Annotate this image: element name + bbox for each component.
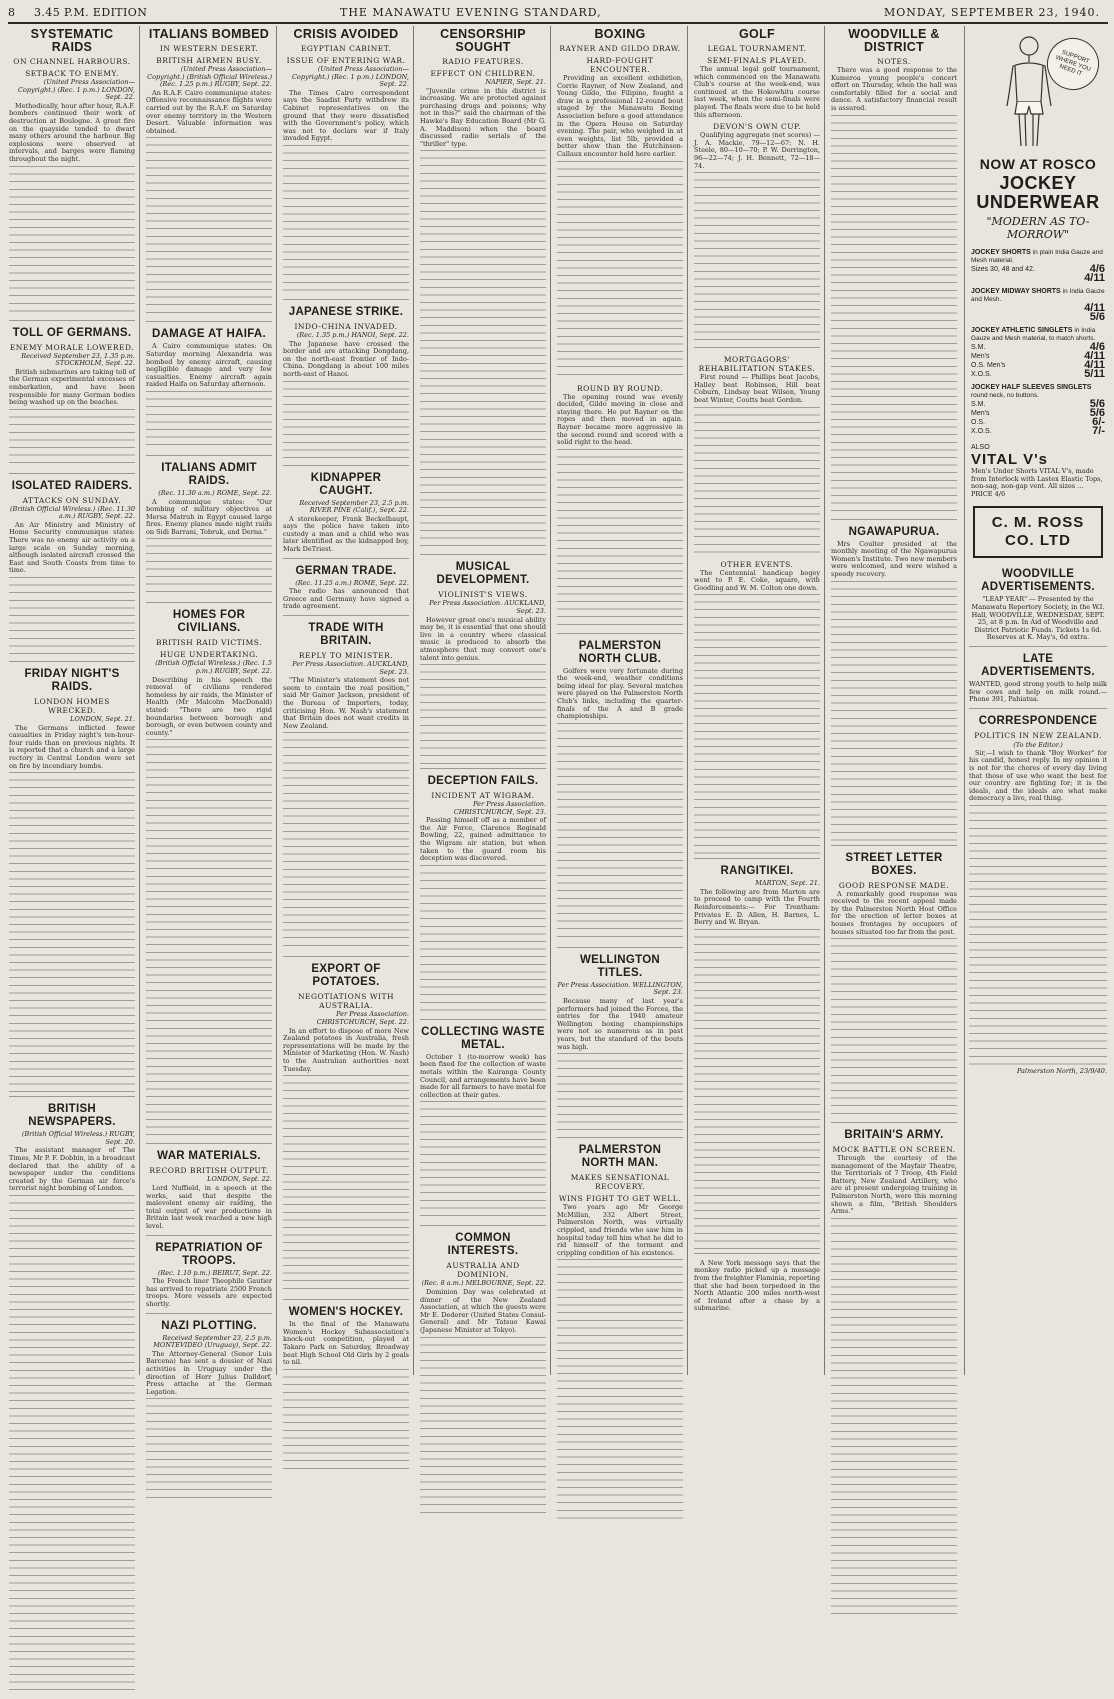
- also-label: ALSO: [971, 444, 990, 451]
- ad-brand: JOCKEY UNDERWEAR: [976, 173, 1100, 212]
- article-body: Because many of last year's performers had joined the Forces, the entries for the 1940 amateur Wellington boxing championships were not so numerous as in past years, but the standard of the bouts was high.: [557, 997, 683, 1051]
- dateline: (British Official Wireless.) RUGBY, Sept. 20.: [21, 1130, 135, 1146]
- advert-body: WANTED, good strong youth to help milk few cows and help on milk round.—Phone 391, Pahiatua.: [969, 679, 1107, 704]
- product-name: JOCKEY ATHLETIC SINGLETS: [971, 327, 1073, 334]
- article-body: The following are from Marton are to proceed to camp with the Fourth Reinforcements:— For Trentham: Privates E. D. Allen, H. Barnes, L. Berry and W. Bryan.: [694, 887, 820, 927]
- dateline: (Rec. 1.10 p.m.) BEIRUT, Sept. 22.: [157, 1268, 272, 1277]
- product-jockey-shorts: [971, 249, 1105, 265]
- size-label: S.M.: [971, 401, 986, 408]
- price-row: [971, 400, 1105, 409]
- text-lines: [969, 805, 1107, 1065]
- headline: FRIDAY NIGHT'S RAIDS.: [24, 668, 120, 694]
- article-body: A Cairo communique states: On Saturday morning Alexandria was bombed by enemy aircraft, causing negligible damage and very few casualties. Enemy aircraft again raided Haifa on Saturday afternoon.: [146, 342, 272, 389]
- article-body: The radio has announced that Greece and Germany have signed a trade agreement.: [283, 587, 409, 611]
- headline: COMMON INTERESTS.: [447, 1232, 519, 1258]
- article-palmerston-north-man: [557, 1144, 683, 1523]
- support-badge: SUPPORT WHERE YOU NEED IT: [1040, 31, 1107, 98]
- subheading: HUGE UNDERTAKING.: [159, 650, 259, 660]
- product-name: JOCKEY HALF SLEEVES SINGLETS: [971, 384, 1092, 391]
- product-price: 4/6: [1089, 263, 1105, 275]
- headline: REPATRIATION OF TROOPS.: [155, 1241, 263, 1267]
- dateline: NAPIER, Sept. 21.: [485, 78, 546, 86]
- dateline: Per Press Association. AUCKLAND, Sept. 23.: [292, 660, 409, 676]
- article-body: An R.A.F. Cairo communique states: Offensive reconnaissance flights were carried out by the R.A.F. on Saturday over enemy territory in the Western Desert. Valuable information was obtained.: [146, 88, 272, 135]
- subheading: ROUND BY ROUND.: [576, 383, 664, 393]
- subheading: INDO-CHINA INVADED.: [294, 321, 398, 331]
- headline: EXPORT OF POTATOES.: [311, 963, 381, 989]
- price-row: [971, 313, 1105, 322]
- text-lines: [146, 391, 272, 451]
- text-lines: [831, 1218, 957, 1618]
- article-nazi-plotting: [146, 1320, 272, 1503]
- article-toll-of-germans: [9, 327, 135, 474]
- article-body: However great one's musical ability may be, it is essential that one should live in a country where classical music is produced to absorb the atmosphere that may convert one's talent into genius.: [420, 615, 546, 662]
- headline: CRISIS AVOIDED: [293, 27, 399, 41]
- headline: MUSICAL DEVELOPMENT.: [436, 561, 530, 587]
- subheading: GOOD RESPONSE MADE.: [838, 880, 950, 890]
- text-lines: [831, 938, 957, 1118]
- article-body: A remarkably good response was received to the recent appeal made by the Palmerston North Host Office for the erection of letter boxes at houses frontages by occupiers of houses situated too far from the post.: [831, 889, 957, 936]
- article-body: The Centennial handicap bogey went to P. E. Coke, square, with Goodling and W. M. Colton one down.: [694, 568, 820, 592]
- article-body: The French liner Theophile Gautier has arrived to repatriate 2500 French troops. More vessels are expected shortly.: [146, 1277, 272, 1308]
- product-athletic-singlets: [971, 327, 1105, 343]
- subheading: BRITISH RAID VICTIMS.: [155, 638, 263, 648]
- article-body: Lord Nuffield, in a speech at the works, said that despite the malevolent enemy air raiding, the total output of war productions in Britain last week reached a new high level.: [146, 1184, 272, 1230]
- subheading: VIOLINIST'S VIEWS.: [438, 590, 528, 600]
- article-body: The Times Cairo correspondent says the Saadist Party withdrew its Cabinet representatives on the ground that they were dissatisfied with the Government's policy, which was not to declare war if Italy invaded Egypt.: [283, 88, 409, 143]
- size-label: Men's: [971, 410, 990, 417]
- text-lines: [9, 577, 135, 657]
- text-lines: [283, 1369, 409, 1469]
- text-lines: [557, 1053, 683, 1133]
- text-lines: [694, 172, 820, 352]
- price-row: [971, 427, 1105, 436]
- article-isolated-raiders: [9, 480, 135, 662]
- article-body: A storekeeper, Frank Beckelhaupt, says the police have taken into custody a man and a child who was later identified as the kidnapped boy, Mark DeTriest.: [283, 514, 409, 554]
- headline: BRITAIN'S ARMY.: [844, 1129, 944, 1142]
- product-desc: round neck, no buttons.: [971, 392, 1039, 399]
- article-body: Providing an excellent exhibition, Corrie Rayner, of New Zealand, and Young Gildo, the Filipino, fought a draw in a professional 12-round bout staged by the Manawatu Boxing Association before a good attendance in the Opera House on Saturday evening. The pair, who weighed in at even weights, list 5lb, provided a better show than the Hutchinson-Callaux encounter held here earlier.: [557, 74, 683, 158]
- text-lines: [831, 581, 957, 841]
- subheading: MOCK BATTLE ON SCREEN.: [832, 1145, 956, 1155]
- headline: WELLINGTON TITLES.: [579, 953, 661, 979]
- column-4: [416, 26, 551, 1375]
- article-kidnapper-caught: [283, 472, 409, 559]
- article-damage-at-haifa: [146, 328, 272, 456]
- article-golf: [694, 28, 820, 859]
- product-name: JOCKEY MIDWAY SHORTS: [971, 288, 1061, 295]
- article-deception-fails: [420, 775, 546, 1020]
- correspondence: [969, 715, 1107, 1079]
- price-row: [971, 274, 1105, 283]
- subheading: DEVON'S OWN CUP.: [713, 122, 801, 132]
- headline: ITALIANS ADMIT RAIDS.: [161, 461, 257, 487]
- text-lines: [557, 1259, 683, 1519]
- price-row: [971, 418, 1105, 427]
- product-name: JOCKEY SHORTS: [971, 249, 1031, 256]
- article-body: "Juvenile crime in this district is increasing. We are protected against purchasing drugs and poisons; why not in this?" said the chairman of the Hawke's Bay Education Board (Mr G. A. Maddison) when the board discussed radio serials of the "thriller" type.: [420, 86, 546, 148]
- headline: BOXING: [594, 27, 646, 41]
- headline: RANGITIKEI.: [720, 865, 794, 878]
- headline: CENSORSHIP SOUGHT: [440, 27, 526, 54]
- article-rangitikei: [694, 865, 820, 1254]
- dateline: (Rec. 8 a.m.) MELBOURNE, Sept. 22.: [421, 1279, 546, 1288]
- article-wellington-titles: [557, 954, 683, 1138]
- text-lines: [557, 161, 683, 381]
- dateline: Received September 23, 1.35 p.m. STOCKHOLM, Sept. 22.: [21, 351, 135, 368]
- article-german-trade: [283, 565, 409, 616]
- article-body: The Attorney-General (Senor Luis Barcena) has sent a dossier of Nazi activities in Uruguay under the direction of Herr Julius Dalldorf, Press attache at the German Legation.: [146, 1349, 272, 1396]
- subheading: NOTES.: [877, 57, 911, 66]
- letter-body: Sir,—I wish to thank "Boy Worker" for his candid, honest reply. In my opinion it is not for the chores of every day living that those of use who want the best for our country are fighting for; it is the ideals, and the ideals are what make democracy a live, real thing.: [969, 748, 1107, 803]
- article-body: The opening round was evenly decided, Gildo moving in close and staying there. He put Rayner on the ropes and then moved in again. Rayner became more aggressive in the second round and scored with a solid right to the head.: [557, 392, 683, 447]
- article-body: In an effort to dispose of more New Zealand potatoes in Australia, fresh representations will be made by the Minister of Marketing (Hon. W. Nash) to the Australian authorities next Tuesday.: [283, 1026, 409, 1073]
- headline: WOMEN'S HOCKEY.: [288, 1306, 404, 1319]
- column-8: [964, 26, 1111, 1375]
- headline: DECEPTION FAILS.: [427, 775, 539, 788]
- size-label: X.O.S.: [971, 371, 992, 378]
- text-lines: [9, 166, 135, 316]
- dateline: (Rec. 11.25 a.m.) ROME, Sept. 22.: [295, 578, 409, 587]
- subheading: LONDON HOMES WRECKED.: [34, 697, 110, 716]
- headline: COLLECTING WASTE METAL.: [421, 1025, 545, 1051]
- headline: WOODVILLE ADVERTISEMENTS.: [981, 568, 1095, 594]
- dateline: (British Official Wireless.) (Rec. 11.30 a.m.) RUGBY, Sept. 22.: [9, 504, 135, 521]
- text-lines: [694, 407, 820, 557]
- size-label: O.S. Men's: [971, 362, 1006, 369]
- product-price: 4/6: [1089, 341, 1105, 353]
- text-lines: [283, 732, 409, 952]
- column-6: [690, 26, 825, 1375]
- subheading: EGYPTIAN CABINET.: [300, 44, 392, 53]
- price-row: [971, 370, 1105, 379]
- article-british-newspapers: [9, 1103, 135, 1699]
- subheading: NEGOTIATIONS WITH AUSTRALIA.: [297, 992, 395, 1011]
- subheading: SEMI-FINALS PLAYED.: [707, 56, 807, 65]
- text-lines: [557, 723, 683, 943]
- article-boxing: [557, 28, 683, 634]
- article-body: There was a good response to the Kumeroa young people's concert effort on Thursday, when the hall was comfortably filled for a social and dance. A satisfactory financial result is assured.: [831, 66, 957, 112]
- column-1: [5, 26, 140, 1375]
- column-7: [827, 26, 961, 1375]
- headline: WOODVILLE & DISTRICT: [848, 27, 940, 54]
- ad-store-line: NOW AT ROSCO: [979, 156, 1097, 172]
- figure-illustration: [971, 32, 1105, 150]
- dateline: Per Press Association. AUCKLAND, Sept. 23.: [429, 599, 546, 615]
- text-lines: [146, 137, 272, 317]
- article-body: A New York message says that the monkey radio picked up a message from the freighter Flaminia, reporting that she had been torpedoed in the North Atlantic 200 miles north-west of Ireland after a chase by a submarine.: [694, 1258, 820, 1313]
- article-italians-admit-raids: [146, 462, 272, 604]
- product-desc: in India Gauze and Mesh material, to match shorts.: [971, 327, 1096, 342]
- text-lines: [283, 1075, 409, 1295]
- product-price: 6/-: [1092, 416, 1105, 428]
- article-body: The Germans inflicted fewer casualties in Friday night's ten-hour-four raids than on previous nights. It is reported that a church and a large rectory in Central London were set on fire by incendiary bombs.: [9, 723, 135, 770]
- text-lines: [420, 865, 546, 1015]
- article-japanese-strike: [283, 306, 409, 466]
- subheading: POLITICS IN NEW ZEALAND.: [974, 730, 1102, 740]
- headline: LATE ADVERTISEMENTS.: [981, 652, 1095, 678]
- article-street-letter-boxes: [831, 852, 957, 1124]
- text-lines: [420, 1337, 546, 1517]
- page-number: 8: [8, 6, 16, 19]
- subheading: AUSTRALIA AND DOMINION.: [446, 1261, 520, 1280]
- text-lines: [420, 150, 546, 550]
- issue-date: MONDAY, SEPTEMBER 23, 1940.: [883, 6, 1100, 19]
- edition-label: 3.45 P.M. EDITION: [34, 6, 148, 19]
- article-body: A communique states: "Our bombing of military objectives at Mersa Matruh in Egypt caused large fires. Enemy planes made night raids on Sidi Barrani, Tobruk, and Derna.": [146, 497, 272, 536]
- column-2: [142, 26, 277, 1396]
- subheading: WINS FIGHT TO GET WELL.: [558, 1194, 682, 1204]
- article-body: The assistant manager of The Times, Mr P. F. Dobbin, in a broadcast declared that the ability of a newspaper under the conditions created by the German air force's terrorist night bombing of London.: [9, 1146, 135, 1193]
- vital-desc: Men's Under Shorts VITAL V's, made from Interlock with Lastex Elastic Tops, non-sag, non-gap vent. All sizes ... PRICE 4/6: [971, 467, 1103, 498]
- product-price: 4/11: [1084, 350, 1105, 362]
- article-body: Describing in his speech the removal of civilians rendered homeless by air raids, the Minister of Health (Mr Malcolm MacDonald) stated: "There are two rigid boundaries between borough and borough, or even between county and county.": [146, 675, 272, 737]
- dateline: (Rec. 1.35 p.m.) HANOI, Sept. 22.: [296, 330, 409, 339]
- headline: KIDNAPPER CAUGHT.: [310, 471, 382, 497]
- dateline: (Rec. 11.30 a.m.) ROME, Sept. 22.: [158, 488, 272, 497]
- article-body: In the final of the Manawatu Women's Hockey Subassociation's knock-out competition, played at Takaro Park on Saturday, Broadway beat High School Old Girls by 2 goals to nil.: [283, 1320, 409, 1367]
- article-body: Through the courtesy of the management of the Mayfair Theatre, the Territorials of 7 Troop, 4th Field Battery, New Zealand Artillery, who are at present undergoing training in Palmerston North, were this morning shown a film, "British Shoulders Arms.": [831, 1154, 957, 1216]
- size-label: X.O.S.: [971, 428, 992, 435]
- letter-signature: Palmerston North, 23/9/40.: [1016, 1066, 1107, 1075]
- dateline: LONDON, Sept. 21.: [70, 715, 135, 724]
- article-body: British submarines are taking toll of the German experimental excesses of embarkation, and have been responsible for many German bodies being washed up on the beaches.: [9, 367, 135, 407]
- article-italians-bombed: [146, 28, 272, 322]
- headline: NAZI PLOTTING.: [161, 1319, 257, 1332]
- article-export-of-potatoes: [283, 963, 409, 1300]
- article-common-interests: [420, 1232, 546, 1520]
- text-lines: [694, 594, 820, 854]
- article-woodville-notes: [831, 28, 957, 520]
- subheading: LEGAL TOURNAMENT.: [707, 44, 807, 53]
- article-repatriation-of-troops: [146, 1242, 272, 1314]
- article-homes-for-civilians: [146, 609, 272, 1144]
- product-desc: in India Gauze and Mesh.: [971, 288, 1105, 303]
- article-body: The Japanese have crossed the border and are attacking Dongdang, on the north-east frontier of Indo-China. Dongdang is about 100 miles north-east of Hanoi.: [283, 339, 409, 378]
- product-price: 4/11: [1084, 272, 1105, 284]
- article-war-materials: [146, 1150, 272, 1235]
- article-collecting-waste-metal: [420, 1026, 546, 1227]
- article-body: Methodically, hour after hour, R.A.F. bombers continued their work of destruction at Boulogne. A great fire on the quayside tended to dwarf many others around the harbour. Big explosions were observed at intervals, and barges were flaming throughout the night.: [9, 101, 135, 163]
- article-systematic-raids: [9, 28, 135, 321]
- text-lines: [420, 1101, 546, 1221]
- article-body: Golfers were very fortunate during the week-end, weather conditions being ideal for play. Several matches were played on the Palmerston North Club's links, including the quarter-finals of the A and B grade championships.: [557, 666, 683, 721]
- headline: HOMES FOR CIVILIANS.: [172, 609, 246, 635]
- product-desc: in plain India Gauze and Mesh material.: [971, 249, 1103, 264]
- article-ngawapurua: [831, 526, 957, 846]
- article-musical-development: [420, 561, 546, 769]
- article-body: First round — Phillips beat Jacobs, Halley beat Robinson, Hill beat Coburn, Lindsay beat Wilson, Young beat Winter, Coutts beat Gordon.: [694, 373, 820, 404]
- column-5: [553, 26, 688, 1375]
- subheading: RECORD BRITISH OUTPUT.: [149, 1166, 269, 1176]
- dateline: Received September 23, 2.5 p.m. RIVER PINE (Calif.), Sept. 22.: [299, 498, 409, 515]
- subheading: SETBACK TO ENEMY.: [25, 69, 119, 78]
- article-new-york-message: [694, 1260, 820, 1317]
- dateline: Received September 23, 2.5 p.m. MONTEVIDEO (Uruguay), Sept. 22.: [153, 1333, 272, 1350]
- headline: TOLL OF GERMANS.: [12, 326, 132, 339]
- dateline: Per Press Association. CHRISTCHURCH, Sept. 23.: [453, 800, 546, 816]
- article-body: Passing himself off as a member of the Air Force, Clarence Reginald Bowling, 22, gained admittance to the Wigram air station, but when taken to the guard room his deception was discovered.: [420, 816, 546, 863]
- vital-brand: VITAL V's: [971, 451, 1049, 468]
- headline: TRADE WITH BRITAIN.: [308, 622, 384, 648]
- headline: PALMERSTON NORTH MAN.: [578, 1144, 662, 1170]
- text-lines: [694, 929, 820, 1249]
- store-name-box: [973, 506, 1103, 558]
- headline: BRITISH NEWSPAPERS.: [28, 1103, 116, 1129]
- headline: ISOLATED RAIDERS.: [11, 479, 133, 492]
- subheading: EFFECT ON CHILDREN.: [430, 69, 536, 78]
- article-britains-army: [831, 1129, 957, 1622]
- subheading: RAYNER AND GILDO DRAW.: [559, 44, 681, 53]
- article-crisis-avoided: [283, 28, 409, 300]
- headline: NGAWAPURUA.: [848, 525, 940, 538]
- headline: STREET LETTER BOXES.: [845, 851, 943, 877]
- subheading: HARD-FOUGHT ENCOUNTER.: [586, 56, 654, 74]
- article-womens-hockey: [283, 1306, 409, 1473]
- price-row: [971, 409, 1105, 418]
- ad-slogan: "MODERN AS TO-MORROW": [986, 215, 1090, 241]
- headline: ITALIANS BOMBED: [148, 27, 270, 41]
- text-lines: [9, 1195, 135, 1695]
- article-body: October 1 (to-morrow week) has been fixed for the collection of waste metals within the Kairanga County Council, and arrangements have been made for all farmers to have metal for collection at their gates.: [420, 1052, 546, 1099]
- product-price: 5/6: [1089, 398, 1105, 410]
- column-3: [279, 26, 414, 1375]
- subheading: ON CHANNEL HARBOURS.: [13, 57, 131, 66]
- article-body: Mrs Coulter presided at the monthly meeting of the Ngawapurua Women's Institute. Two new members were welcomed, and were wished a speedy recovery.: [831, 539, 957, 578]
- article-body: Qualifying aggregate (net scores) — J. A. Mackie, 79—12—67; N. H. Steele, 80—10—70; P. W. Dorrington, 96—22—74; J. H. Bennett, 72—18—74.: [694, 131, 820, 170]
- article-body: Dominion Day was celebrated at dinner of the New Zealand Association, at which the guests were Mr E. Dederer (United States Consul-General) and Mr Tatsuo Kawai (Japanese Minister at Tokyo).: [420, 1288, 546, 1334]
- subheading: IN WESTERN DESERT.: [159, 44, 259, 53]
- dateline: (United Press Association—Copyright.) (Rec. 1 p.m.) LONDON, Sept. 22.: [291, 65, 409, 89]
- product-price: 4/11: [1084, 302, 1105, 314]
- subheading: MORTGAGORS' REHABILITATION STAKES.: [698, 355, 816, 374]
- price-row: [971, 304, 1105, 313]
- product-price: 5/6: [1089, 311, 1105, 323]
- subheading: ENEMY MORALE LOWERED.: [9, 342, 135, 352]
- article-palmerston-north-club: [557, 640, 683, 948]
- subheading: RADIO FEATURES.: [442, 57, 524, 66]
- text-lines: [283, 145, 409, 295]
- paper-title: THE MANAWATU EVENING STANDARD,: [340, 6, 602, 19]
- headline: GOLF: [739, 27, 775, 41]
- product-price: 7/-: [1092, 425, 1105, 437]
- headline: WAR MATERIALS.: [157, 1150, 261, 1163]
- text-lines: [9, 409, 135, 469]
- article-body: Two years ago Mr George McMillan, 332 Albert Street, Palmerston North, was virtually crippled, and friends who saw him in hospital today tell him what he did to rid himself of the torment and crippling condition of his existence.: [557, 1203, 683, 1257]
- text-lines: [146, 739, 272, 1139]
- product-price: 5/6: [1089, 407, 1105, 419]
- headline: PALMERSTON NORTH CLUB.: [578, 639, 662, 665]
- dateline: (British Official Wireless.) (Rec. 1.5 p.m.) RUGBY, Sept. 22.: [155, 659, 272, 676]
- article-friday-nights-raids: [9, 668, 135, 1097]
- text-lines: [146, 538, 272, 598]
- headline: JAPANESE STRIKE.: [288, 305, 404, 318]
- dateline: Per Press Association. WELLINGTON, Sept. 23.: [557, 980, 683, 997]
- text-lines: [283, 381, 409, 461]
- dateline: MARTON, Sept. 21.: [755, 879, 820, 888]
- text-lines: [146, 1398, 272, 1498]
- subheading: BRITISH AIRMEN BUSY.: [156, 56, 262, 65]
- dateline: (United Press Association—Copyright.) (Rec. 1 p.m.) LONDON, Sept. 22.: [17, 78, 135, 102]
- subheading: MAKES SENSATIONAL RECOVERY.: [570, 1173, 670, 1192]
- dateline: (United Press Association—Copyright.) (British Official Wireless.) (Rec. 1.25 p.m.) RUGBY, Sept. 22.: [147, 65, 272, 89]
- headline: CORRESPONDENCE: [978, 714, 1098, 727]
- woodville-advertisements: [969, 568, 1107, 647]
- headline: DAMAGE AT HAIFA.: [151, 328, 267, 341]
- size-label: S.M.: [971, 344, 986, 351]
- dateline: LONDON, Sept. 22.: [207, 1175, 272, 1184]
- text-lines: [831, 115, 957, 515]
- jockey-underwear-advert: [969, 26, 1107, 566]
- size-label: O.S.: [971, 419, 986, 426]
- subheading: ATTACKS ON SUNDAY.: [22, 495, 122, 505]
- product-half-sleeve-singlets: [971, 384, 1105, 400]
- text-lines: [557, 449, 683, 629]
- product-price: 5/11: [1084, 368, 1105, 380]
- store-name: C. M. ROSS CO. LTD: [991, 514, 1085, 550]
- text-lines: [9, 772, 135, 1092]
- masthead: [8, 6, 1108, 24]
- headline: SYSTEMATIC RAIDS: [30, 27, 114, 54]
- product-sizes: Sizes 30, 48 and 42.: [971, 266, 1035, 273]
- article-body: The annual legal golf tournament, which commenced on the Manawatu Club's course at the week-end, was continued at the Hokowhitu course last week, when the semi-finals were played. The finals were due to be held this afternoon.: [694, 65, 820, 119]
- article-censorship-sought: [420, 28, 546, 555]
- article-trade-with-britain: [283, 622, 409, 957]
- subheading: ISSUE OF ENTERING WAR.: [286, 56, 406, 65]
- advert-body: "LEAP YEAR" — Presented by the Manawatu Repertory Society, in the W.I. Hall, WOODVILLE, WEDNESDAY, SEPT. 25, at 8 p.m. In Aid of Woodville and District Patriotic Funds. Tickets 1s 6d. Reserves at K. May's, 6d extra.: [971, 595, 1105, 642]
- product-price: 4/11: [1084, 359, 1105, 371]
- dateline: Per Press Association. CHRISTCHURCH, Sept. 22.: [316, 1010, 409, 1026]
- article-body: "The Minister's statement does not seem to contain the real position," said Mr Gainor Jackson, president of the Bureau of Importers, today, criticising Hon. W. Nash's statement that Britain does not want credits in New Zealand.: [283, 676, 409, 730]
- subheading: REPLY TO MINISTER.: [298, 651, 394, 661]
- subheading: INCIDENT AT WIGRAM.: [431, 791, 535, 801]
- subheading: OTHER EVENTS.: [720, 559, 794, 569]
- late-advertisements: [969, 653, 1107, 709]
- article-body: An Air Ministry and Ministry of Home Security communique states: There was no enemy air activity on a large scale on Sunday morning, although isolated aircraft crossed the East and South Coasts from time to time.: [9, 520, 135, 575]
- text-lines: [420, 664, 546, 764]
- size-label: Men's: [971, 353, 990, 360]
- headline: GERMAN TRADE.: [295, 564, 397, 577]
- salutation: (To the Editor.): [1013, 740, 1063, 749]
